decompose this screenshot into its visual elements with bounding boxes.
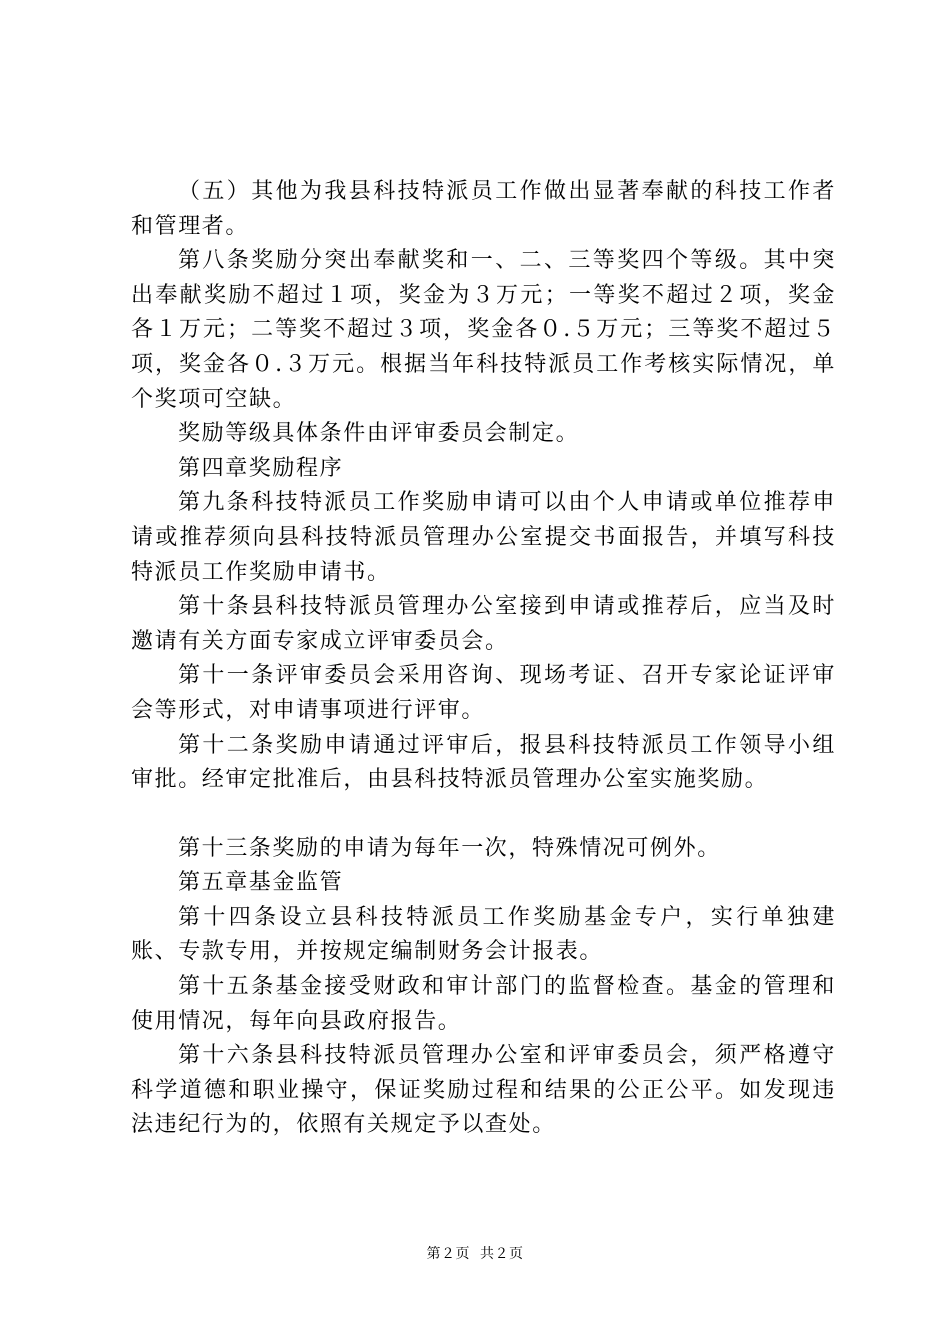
- paragraph-article-15: 第十五条基金接受财政和审计部门的监督检查。基金的管理和使用情况，每年向县政府报告。: [131, 974, 836, 1034]
- paragraph-item-5: （五）其他为我县科技特派员工作做出显著奉献的科技工作者和管理者。: [131, 179, 836, 239]
- paragraph-award-conditions: 奖励等级具体条件由评审委员会制定。: [178, 421, 580, 447]
- paragraph-article-11: 第十一条评审委员会采用咨询、现场考证、召开专家论证评审会等形式，对申请事项进行评审。: [131, 663, 836, 723]
- paragraph-article-9: 第九条科技特派员工作奖励申请可以由个人申请或单位推荐申请或推荐须向县科技特派员管理办公室提交书面报告，并填写科技特派员工作奖励申请书。: [131, 490, 836, 585]
- document-body: [131, 175, 836, 1143]
- paragraph-article-13: 第十三条奖励的申请为每年一次，特殊情况可例外。: [178, 835, 721, 861]
- paragraph-article-16: 第十六条县科技特派员管理办公室和评审委员会，须严格遵守科学道德和职业操守，保证奖励过程和结果的公正公平。如发现违法违纪行为的，依照有关规定予以查处。: [131, 1043, 836, 1138]
- paragraph-article-10: 第十条县科技特派员管理办公室接到申请或推荐后，应当及时邀请有关方面专家成立评审委员会。: [131, 594, 836, 654]
- page-number: 第２页: [426, 1246, 470, 1262]
- paragraph-article-12: 第十二条奖励申请通过评审后，报县科技特派员工作领导小组审批。经审定批准后，由县科技特派员管理办公室实施奖励。: [131, 732, 836, 793]
- paragraph-article-14: 第十四条设立县科技特派员工作奖励基金专户，实行单独建账、专款专用，并按规定编制财务会计报表。: [131, 904, 836, 965]
- chapter-4-heading: 第四章奖励程序: [178, 455, 344, 481]
- page-total: 共２页: [480, 1246, 524, 1262]
- paragraph-article-8: 第八条奖励分突出奉献奖和一、二、三等奖四个等级。其中突出奉献奖励不超过１项，奖金为３万元；一等奖不超过２项，奖金各１万元；二等奖不超过３项，奖金各０.５万元；三等奖不超过５项，奖金各０.３万元。根据当年科技特派员工作考核实际情况，单个奖项可空缺。: [131, 248, 836, 412]
- page-footer: [0, 1243, 950, 1263]
- chapter-5-heading: 第五章基金监管: [178, 870, 344, 896]
